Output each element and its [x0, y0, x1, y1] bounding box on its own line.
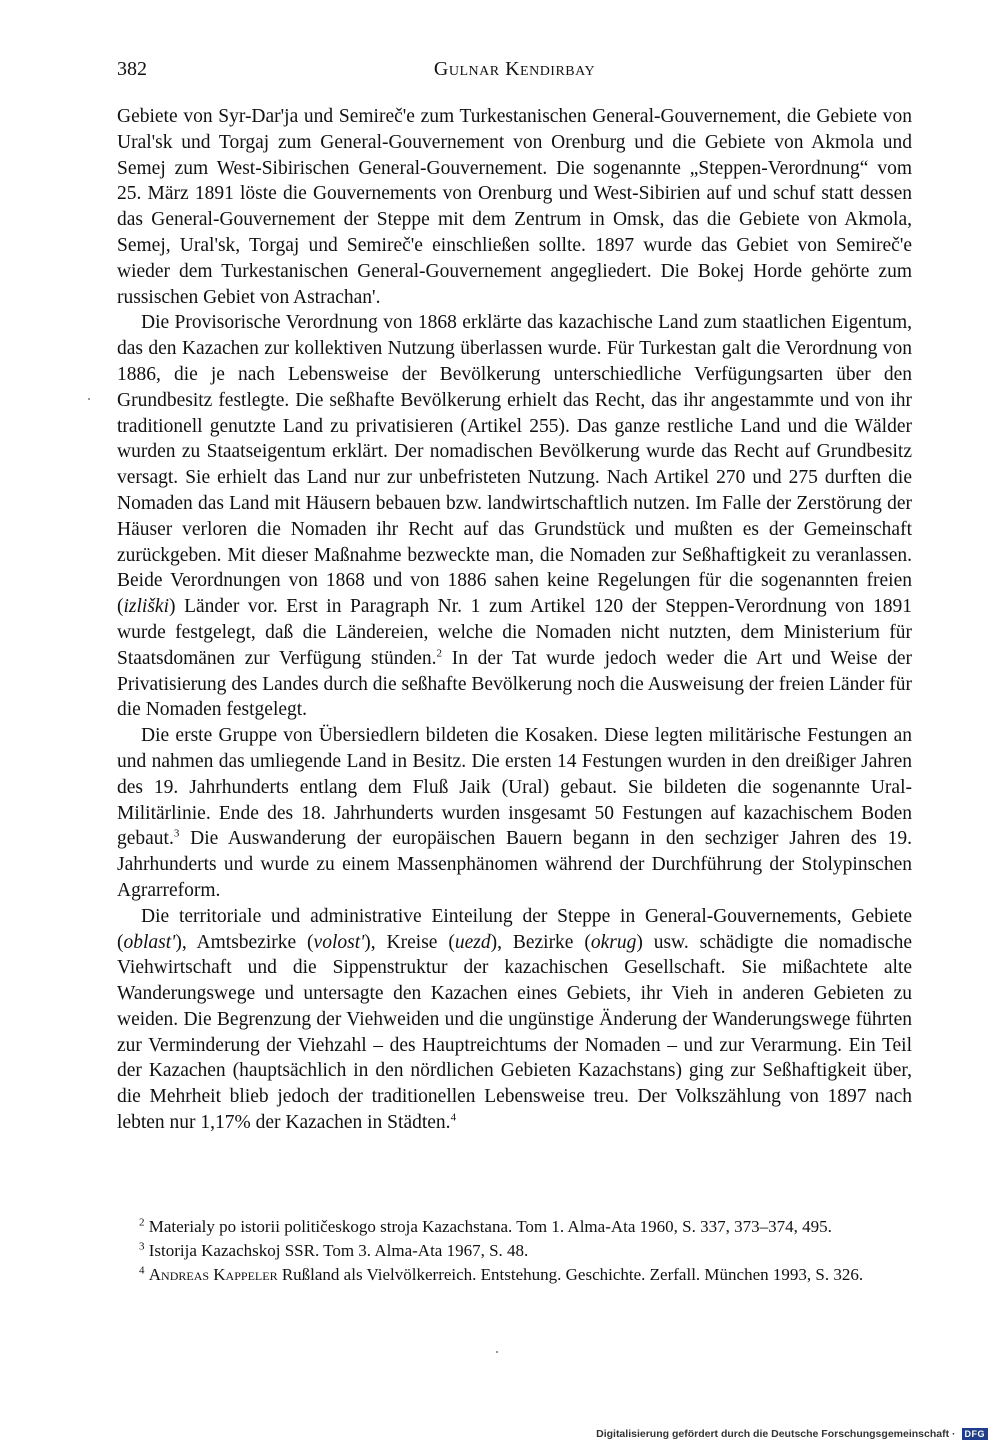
footnote-ref-3[interactable]: 3: [173, 827, 180, 840]
body-text: [117, 104, 912, 1136]
footnote-ref-2[interactable]: 2: [436, 647, 443, 660]
term-uezd: uezd: [454, 931, 491, 953]
term-izliski: izliški: [123, 596, 170, 618]
scan-speck: [496, 1351, 498, 1353]
footnote-3: $^3$ Istorija Kazachskoj SSR. Tom 3. Alma-Ata 1967, S. 48.: [139, 1240, 529, 1260]
footnote-4: $^4$ Andreas Kappeler Rußland als Vielvölkerreich. Entstehung. Geschichte. Zerfall. München 1993, S. 326.: [139, 1264, 864, 1284]
footnote-2: $^2$ Materialy po istorii političeskogo stroja Kazachstana. Tom 1. Alma-Ata 1960, S. 337, 373–374, 495.: [139, 1216, 832, 1236]
page-number: 382: [117, 58, 147, 80]
scan-speck: [88, 398, 90, 400]
paragraph-2: Die Provisorische Verordnung von 1868 erklärte das kazachische Land zum staatlichen Eigentum, das den Kazachen zur kollektiven Nutzung überlassen wurde. Für Turkestan galt die Verordnung von 1886, die je nach Lebensweise der Bevölkerung unterschiedliche Verfügungsarten über den Grundbesitz festlegte. Die seßhafte Bevölkerung erhielt das Recht, das ihr angestammte und von ihr traditionell genutzte Land zu privatisieren (Artikel 255). Das ganze restliche Land und die Wälder wurden zu Staatseigentum erklärt. Der nomadischen Bevölkerung wurde das Recht auf Grundbesitz versagt. Sie erhielt das Land nur zur unbefristeten Nutzung. Nach Artikel 270 und 275 durften die Nomaden das Land mit Häusern bebauen bzw. landwirtschaftlich nutzen. Im Falle der Zerstörung der Häuser verloren die Nomaden ihr Recht auf das Grundstück und mußten es der Gemeinschaft zurückgeben. Mit dieser Maßnahme bezweckte man, die Nomaden zur Seßhaftigkeit zu veranlassen. Beide Verordnungen von 1868 und von 1886 sahen keine Regelungen für die sogenannten freien (izliški) Länder vor. Erst in Paragraph Nr. 1 zum Artikel 120 der Steppen-Verordnung von 1891 wurde festgelegt, daß die Ländereien, welche die Nomaden nicht nutzten, dem Ministerium für Staatsdomänen zur Verfügung stünden.$^2$ In der Tat wurde jedoch weder die Art und Weise der Privatisierung des Landes durch die seßhafte Bevölkerung noch die Ausweisung der freien Länder für die Nomaden festgelegt.: [117, 312, 912, 721]
running-head: Gulnar Kendirbay: [433, 58, 596, 80]
dfg-logo: DFG: [962, 1428, 989, 1440]
term-okrug: okrug: [590, 931, 637, 953]
digitization-credit: [596, 1428, 988, 1440]
term-oblast: oblast': [123, 931, 176, 953]
paragraph-4: Die territoriale und administrative Einteilung der Steppe in General-Gouvernements, Gebiete (oblast'), Amtsbezirke (volost'), Kreise (uezd), Bezirke (okrug) usw. schädigte die nomadische Viehwirtschaft und die Sippenstruktur der kazachischen Gesellschaft. Sie mißachtete alte Wanderungswege und untersagte den Kazachen eines Gebiets, ihr Vieh in anderen Gebieten zu weiden. Die Begrenzung der Viehweiden und die ungünstige Änderung der Wanderungswege führten zur Verminderung der Viehzahl – des Hauptreichtums der Nomaden – und zur Verarmung. Ein Teil der Kazachen (hauptsächlich in den nördlichen Gebieten Kazachstans) ging zur Seßhaftigkeit über, die Mehrheit blieb jedoch der traditionellen Lebensweise treu. Der Volkszählung von 1897 nach lebten nur 1,17% der Kazachen in Städten.$^4$: [117, 905, 912, 1134]
paragraph-1: Gebiete von Syr-Dar'ja und Semireč'e zum Turkestanischen General-Gouvernement, die Gebiete von Ural'sk und Torgaj zum General-Gouvernement von Orenburg und die Gebiete von Akmola und Semej zum West-Sibirischen General-Gouvernement. Die sogenannte „Steppen-Verordnung“ vom 25. März 1891 löste die Gouvernements von Orenburg und West-Sibirien auf und schuf statt dessen das General-Gouvernement der Steppe mit dem Zentrum in Omsk, das die Gebiete von Akmola, Semej, Ural'sk, Torgaj und Semireč'e einschließen sollte. 1897 wurde das Gebiet von Semireč'e wieder dem Turkestanischen General-Gouvernement angegliedert. Die Bokej Horde gehörte zum russischen Gebiet von Astrachan'.: [117, 106, 912, 308]
term-volost: volost': [313, 931, 365, 953]
footnote-author: Andreas Kappeler: [148, 1265, 278, 1284]
footnotes: [117, 1215, 912, 1287]
footnote-ref-4[interactable]: 4: [450, 1111, 457, 1124]
digitization-text: Digitalisierung gefördert durch die Deutsche Forschungsgemeinschaft ·: [596, 1428, 956, 1440]
page-header: [117, 58, 912, 88]
paragraph-3: Die erste Gruppe von Übersiedlern bildeten die Kosaken. Diese legten militärische Festungen an und nahmen das umliegende Land in Besitz. Die ersten 14 Festungen wurden in den dreißiger Jahren des 19. Jahrhunderts entlang dem Fluß Jaik (Ural) gebaut. Sie bildeten die sogenannte Ural-Militärlinie. Ende des 18. Jahrhunderts wurden insgesamt 50 Festungen auf kazachischem Boden gebaut.$^3$ Die Auswanderung der europäischen Bauern begann in den sechziger Jahren des 19. Jahrhunderts und wurde zu einem Massenphänomen während der Durchführung der Stolypinschen Agrarreform.: [117, 725, 913, 901]
